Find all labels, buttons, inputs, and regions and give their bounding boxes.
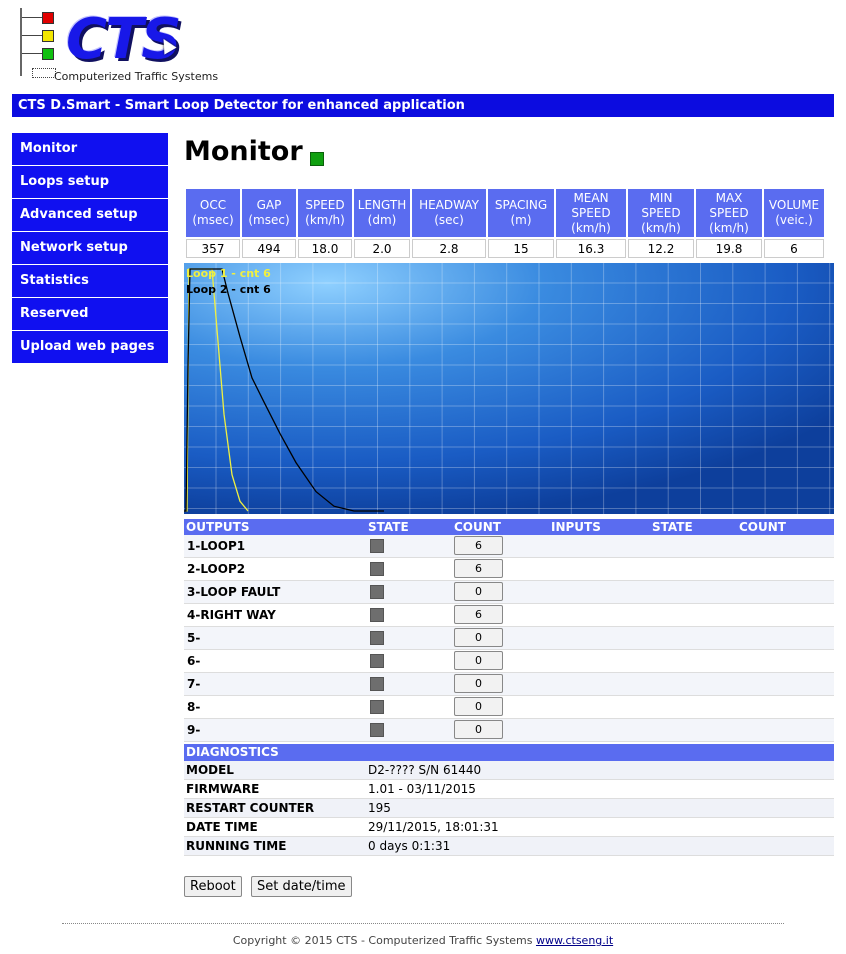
io-row xyxy=(184,696,834,719)
output-state-indicator xyxy=(370,677,384,691)
io-header-state: STATE xyxy=(368,520,409,534)
io-header-count-in: COUNT xyxy=(739,520,786,534)
value-occ: 357 xyxy=(186,239,240,258)
value-volume: 6 xyxy=(764,239,824,258)
legend-loop2: Loop 2 - cnt 6 xyxy=(186,283,271,296)
io-header-count: COUNT xyxy=(454,520,501,534)
diagnostics-key: RUNNING TIME xyxy=(186,839,287,853)
output-name: 1-LOOP1 xyxy=(187,539,246,553)
sidebar-item-loops-setup[interactable]: Loops setup xyxy=(12,166,168,198)
diagnostics-key: FIRMWARE xyxy=(186,782,260,796)
io-header-outputs: OUTPUTS xyxy=(186,520,250,534)
io-row xyxy=(184,673,834,696)
chart-background xyxy=(184,263,834,514)
measurements-table xyxy=(184,187,826,260)
io-row xyxy=(184,604,834,627)
output-state-indicator xyxy=(370,608,384,622)
diagnostics-row xyxy=(184,761,834,780)
diagnostics-key: DATE TIME xyxy=(186,820,258,834)
value-gap: 494 xyxy=(242,239,296,258)
output-count-button[interactable]: 6 xyxy=(454,559,503,578)
footer-copyright: Copyright © 2015 CTS - Computerized Traffic Systems xyxy=(232,934,536,947)
status-indicator xyxy=(310,152,324,166)
io-row xyxy=(184,650,834,673)
output-state-indicator xyxy=(370,631,384,645)
output-count-button[interactable]: 0 xyxy=(454,582,503,601)
output-name: 4-RIGHT WAY xyxy=(187,608,276,622)
diagnostics-row xyxy=(184,799,834,818)
io-row xyxy=(184,719,834,742)
io-header xyxy=(184,519,834,535)
sidebar-nav xyxy=(12,133,168,364)
output-name: 8- xyxy=(187,700,201,714)
sidebar-item-upload-web-pages[interactable]: Upload web pages xyxy=(12,331,168,363)
value-mean-speed: 16.3 xyxy=(556,239,626,258)
output-state-indicator xyxy=(370,654,384,668)
logo-brand: CTS xyxy=(66,7,180,72)
col-max-speed: MAX SPEED (km/h) xyxy=(696,189,762,237)
output-state-indicator xyxy=(370,562,384,576)
output-state-indicator xyxy=(370,723,384,737)
output-name: 5- xyxy=(187,631,201,645)
output-count-button[interactable]: 0 xyxy=(454,720,503,739)
output-count-button[interactable]: 0 xyxy=(454,628,503,647)
diagnostics-row xyxy=(184,780,834,799)
sidebar-item-network-setup[interactable]: Network setup xyxy=(12,232,168,264)
output-count-button[interactable]: 6 xyxy=(454,605,503,624)
diagnostics-row xyxy=(184,837,834,856)
sidebar-item-advanced-setup[interactable]: Advanced setup xyxy=(12,199,168,231)
io-header-inputs: INPUTS xyxy=(551,520,601,534)
footer xyxy=(0,934,846,947)
loop-signal-chart xyxy=(184,263,834,514)
diagnostics-value: D2-???? S/N 61440 xyxy=(368,763,482,777)
output-state-indicator xyxy=(370,539,384,553)
diagnostics-key: MODEL xyxy=(186,763,234,777)
output-count-button[interactable]: 0 xyxy=(454,697,503,716)
value-headway: 2.8 xyxy=(412,239,486,258)
output-name: 6- xyxy=(187,654,201,668)
col-headway: HEADWAY (sec) xyxy=(412,189,486,237)
output-name: 7- xyxy=(187,677,201,691)
diagnostics-title: DIAGNOSTICS xyxy=(184,744,834,761)
diagnostics-value: 1.01 - 03/11/2015 xyxy=(368,782,476,796)
footer-link[interactable]: www.ctseng.it xyxy=(535,934,614,947)
reboot-button[interactable]: Reboot xyxy=(184,876,242,897)
col-min-speed: MIN SPEED (km/h) xyxy=(628,189,694,237)
col-length: LENGTH (dm) xyxy=(354,189,410,237)
value-spacing: 15 xyxy=(488,239,554,258)
diagnostics-row xyxy=(184,818,834,837)
diagnostics-value: 195 xyxy=(368,801,391,815)
diagnostics-key: RESTART COUNTER xyxy=(186,801,315,815)
output-count-button[interactable]: 0 xyxy=(454,674,503,693)
col-speed: SPEED (km/h) xyxy=(298,189,352,237)
legend-loop1: Loop 1 - cnt 6 xyxy=(186,267,271,280)
io-row xyxy=(184,558,834,581)
app-title-bar: CTS D.Smart - Smart Loop Detector for enhanced application xyxy=(12,94,834,117)
sidebar-item-reserved[interactable]: Reserved xyxy=(12,298,168,330)
col-occ: OCC (msec) xyxy=(186,189,240,237)
sidebar-item-statistics[interactable]: Statistics xyxy=(12,265,168,297)
output-count-button[interactable]: 0 xyxy=(454,651,503,670)
output-name: 9- xyxy=(187,723,201,737)
output-state-indicator xyxy=(370,700,384,714)
col-spacing: SPACING (m) xyxy=(488,189,554,237)
footer-divider xyxy=(62,923,784,924)
col-gap: GAP (msec) xyxy=(242,189,296,237)
diagnostics-value: 0 days 0:1:31 xyxy=(368,839,451,853)
logo-subtitle: Computerized Traffic Systems xyxy=(54,70,219,83)
set-date-time-button[interactable]: Set date/time xyxy=(251,876,352,897)
output-name: 3-LOOP FAULT xyxy=(187,585,281,599)
io-row xyxy=(184,581,834,604)
io-row xyxy=(184,627,834,650)
diagnostics-panel xyxy=(184,744,834,856)
value-length: 2.0 xyxy=(354,239,410,258)
value-min-speed: 12.2 xyxy=(628,239,694,258)
page-title: Monitor xyxy=(184,136,303,167)
traffic-light-icon xyxy=(20,8,50,76)
value-max-speed: 19.8 xyxy=(696,239,762,258)
output-name: 2-LOOP2 xyxy=(187,562,246,576)
io-row xyxy=(184,535,834,558)
col-volume: VOLUME (veic.) xyxy=(764,189,824,237)
value-speed: 18.0 xyxy=(298,239,352,258)
sidebar-item-monitor[interactable]: Monitor xyxy=(12,133,168,165)
io-header-state-in: STATE xyxy=(652,520,693,534)
output-state-indicator xyxy=(370,585,384,599)
diagnostics-value: 29/11/2015, 18:01:31 xyxy=(368,820,499,834)
cts-logo xyxy=(14,7,219,88)
io-table xyxy=(184,519,834,742)
output-count-button[interactable]: 6 xyxy=(454,536,503,555)
col-mean-speed: MEAN SPEED (km/h) xyxy=(556,189,626,237)
